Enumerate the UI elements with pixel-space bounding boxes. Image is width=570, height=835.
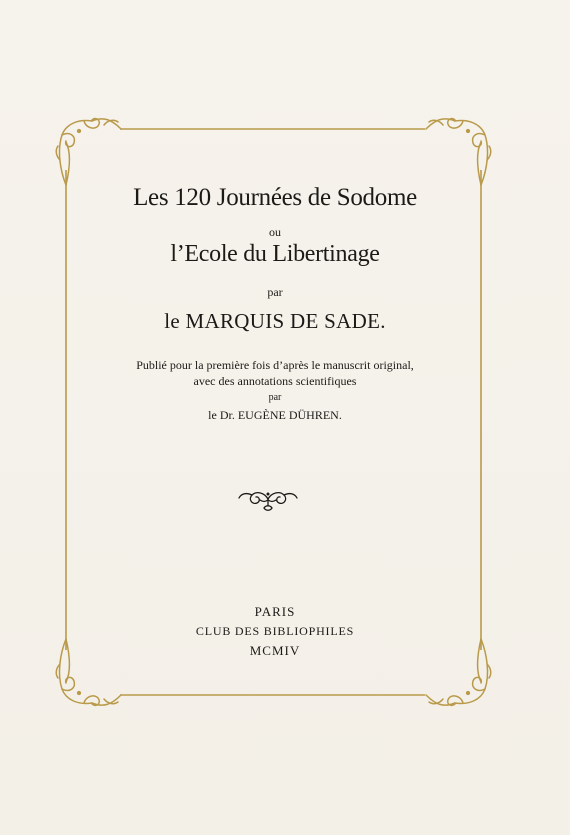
editor-by-label: par: [268, 392, 282, 403]
by-label: par: [267, 285, 283, 299]
publication-note-line2: avec des annotations scientifiques: [193, 374, 357, 388]
author-name: le MARQUIS DE SADE.: [164, 309, 386, 333]
book-title: Les 120 Journées de Sodome: [133, 184, 417, 211]
title-connector: ou: [269, 225, 281, 239]
fleuron-icon: [236, 486, 300, 514]
imprint-city: PARIS: [254, 604, 296, 619]
imprint-publisher: CLUB DES BIBLIOPHILES: [195, 624, 355, 638]
publication-note-line1: Publié pour la première fois d’après le manuscrit original,: [136, 358, 414, 372]
book-subtitle: l’Ecole du Libertinage: [170, 241, 380, 267]
imprint-year: MCMIV: [249, 643, 301, 658]
editor-name: le Dr. EUGÈNE DÜHREN.: [208, 408, 342, 422]
